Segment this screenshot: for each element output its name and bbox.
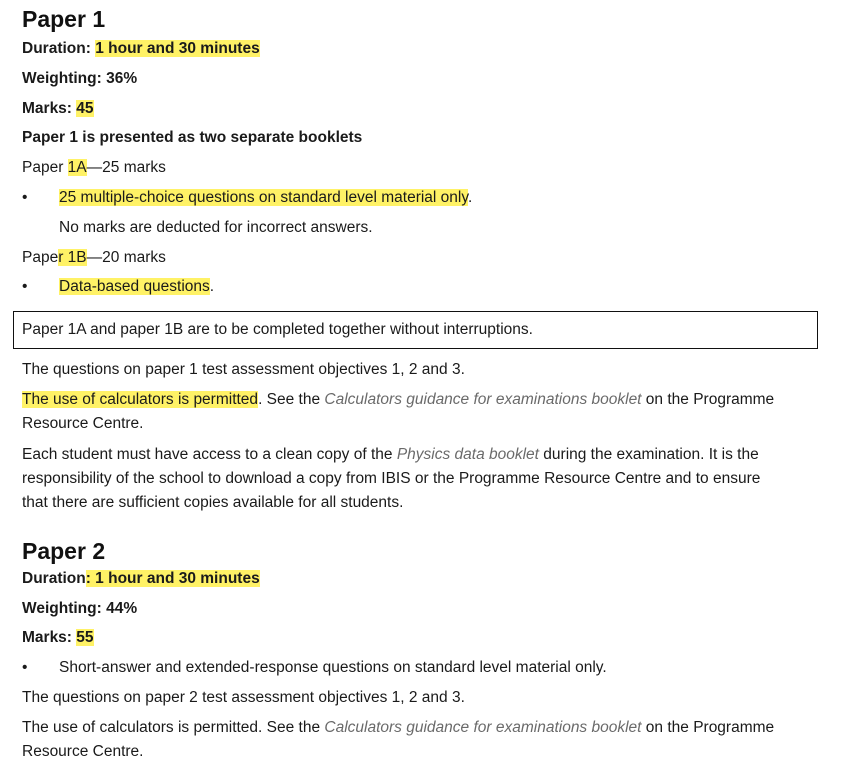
paper1b-prefix: Pape	[22, 249, 59, 266]
paper1a-bullet-text: 25 multiple-choice questions on standard level material only	[59, 189, 468, 206]
paper2-bullet-text: Short-answer and extended-response questions on standard level material only.	[59, 659, 607, 676]
paper1-marks	[22, 98, 94, 120]
paper1a-bullet-end: .	[467, 189, 473, 206]
paper1-data-line1	[22, 444, 822, 466]
paper1-data-text-b: during the examination. It is the	[538, 446, 759, 463]
paper2-calc-a: The use of calculators is permitted. See the	[22, 719, 325, 736]
paper1-calc-end: on the Programme	[641, 391, 775, 408]
bullet-icon: •	[22, 189, 28, 206]
paper1-title: Paper 1	[22, 6, 106, 32]
paper2-duration	[22, 568, 260, 590]
paper1b-bullet-text: Data-based questions	[59, 278, 210, 295]
paper1-duration	[22, 38, 260, 60]
paper1b-code: r 1B	[58, 249, 87, 266]
paper1-calc-line2: Resource Centre.	[22, 415, 144, 432]
paper1a-code: 1A	[67, 159, 87, 176]
paper1-calculators	[22, 389, 822, 411]
paper2-calculators	[22, 717, 822, 739]
paper2-calc-end: on the Programme	[641, 719, 775, 736]
paper2-calc-link: Calculators guidance for examinations booklet	[324, 719, 642, 736]
paper1-calc-mid: . See the	[258, 391, 325, 408]
paper2-calc-line2: Resource Centre.	[22, 743, 144, 760]
paper1-objectives: The questions on paper 1 test assessment objectives 1, 2 and 3.	[22, 361, 465, 378]
paper1b-heading	[22, 247, 166, 269]
paper1-data-line2: responsibility of the school to download a copy from IBIS or the Programme Resource Centre and to ensure	[22, 470, 761, 487]
paper1-data-link: Physics data booklet	[396, 446, 539, 463]
paper2-weighting	[22, 598, 137, 620]
paper1a-note: No marks are deducted for incorrect answers.	[59, 219, 373, 236]
paper2-weighting-value: 44%	[106, 600, 138, 617]
paper1-calc-link: Calculators guidance for examinations booklet	[324, 391, 642, 408]
paper2-objectives: The questions on paper 2 test assessment objectives 1, 2 and 3.	[22, 689, 465, 706]
paper2-duration-value: : 1 hour and 30 minutes	[85, 570, 260, 587]
paper1-data-line3: that there are sufficient copies available for all students.	[22, 494, 404, 511]
paper1b-bullet-item	[22, 276, 819, 298]
paper1a-bullet-item	[22, 187, 819, 209]
paper2-marks	[22, 627, 94, 649]
paper1-weighting-value: 36%	[106, 70, 138, 87]
paper2-bullet-item	[22, 657, 819, 679]
paper1a-heading	[22, 157, 166, 179]
note-box-text: Paper 1A and paper 1B are to be completed together without interruptions.	[22, 321, 533, 338]
paper1-calc-highlight: The use of calculators is permitted	[22, 391, 259, 408]
paper1-booklets-heading: Paper 1 is presented as two separate booklets	[22, 129, 363, 146]
paper1-data-text-a: Each student must have access to a clean copy of the	[22, 446, 397, 463]
paper1-weighting-label: Weighting:	[22, 70, 102, 87]
paper1-marks-label: Marks:	[22, 100, 72, 117]
paper1-duration-value: 1 hour and 30 minutes	[95, 40, 260, 57]
bullet-icon: •	[22, 278, 28, 295]
paper1a-suffix: —25 marks	[86, 159, 166, 176]
paper2-marks-value: 55	[76, 629, 94, 646]
paper1b-bullet-end: .	[209, 278, 215, 295]
paper1a-prefix: Paper	[22, 159, 68, 176]
paper2-weighting-label: Weighting:	[22, 600, 102, 617]
note-box	[13, 311, 818, 349]
paper1-marks-value: 45	[76, 100, 94, 117]
paper1-duration-label: Duration:	[22, 40, 91, 57]
paper2-duration-label: Duration	[22, 570, 86, 587]
paper2-marks-label: Marks:	[22, 629, 72, 646]
paper2-title: Paper 2	[22, 538, 106, 564]
bullet-icon: •	[22, 659, 28, 676]
paper1b-suffix: —20 marks	[86, 249, 166, 266]
paper1-weighting	[22, 68, 137, 90]
